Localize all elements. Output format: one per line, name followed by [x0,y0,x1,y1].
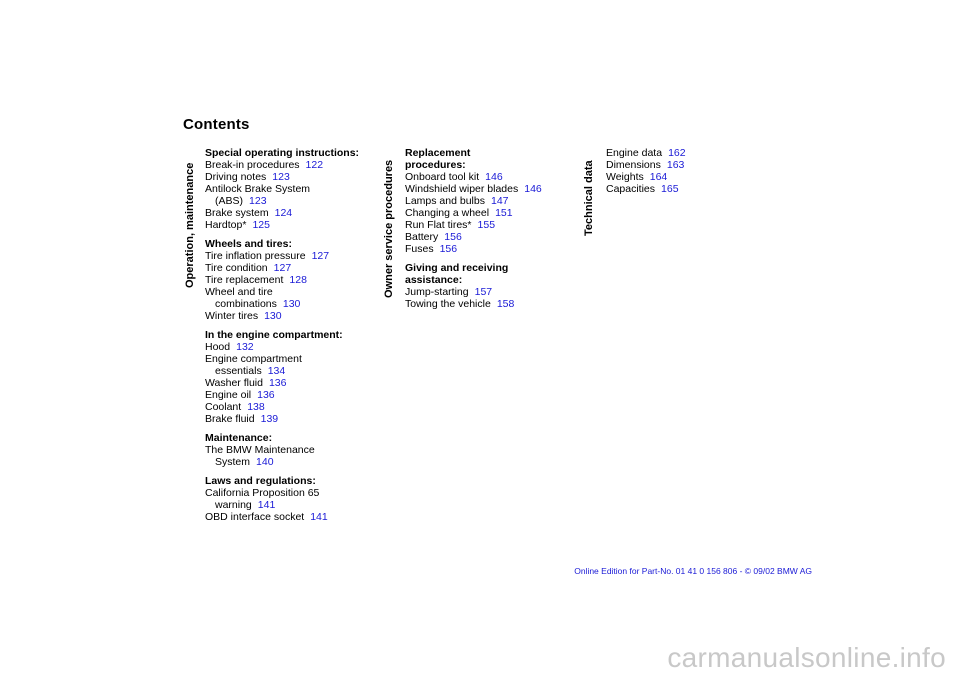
toc-entry[interactable] [205,250,380,262]
page-number-link[interactable]: 156 [439,243,458,255]
toc-entry-label: Wheel and tire [205,286,273,298]
page-number-link[interactable]: 138 [247,401,265,413]
contents-section [405,147,560,255]
side-label-operation-maintenance: Operation, maintenance [184,162,196,288]
section-heading: Maintenance: [205,432,273,444]
toc-entry-label: Winter tires [205,310,259,322]
toc-entry[interactable] [205,499,380,511]
page-number-link[interactable]: 125 [252,219,270,231]
toc-entry[interactable] [405,207,560,219]
toc-entry[interactable] [405,195,560,207]
page-number-link[interactable]: 146 [524,183,542,195]
toc-entry-label: Run Flat tires* [405,219,472,231]
toc-entry-label: The BMW Maintenance [205,444,315,456]
toc-entry-label: Lamps and bulbs [405,195,485,207]
section-heading: Giving and receiving assistance: [405,262,509,286]
toc-entry-label: Engine data [606,147,663,159]
toc-entry[interactable] [405,171,560,183]
page-number-link[interactable]: 156 [444,231,462,243]
page-number-link[interactable]: 132 [236,341,254,353]
toc-entry[interactable] [205,171,380,183]
toc-entry-label: Washer fluid [205,377,263,389]
toc-entry-label: warning [215,499,252,511]
toc-entry[interactable] [205,159,380,171]
toc-entry-label: Weights [606,171,644,183]
toc-entry[interactable] [205,274,380,286]
toc-entry-label: OBD interface socket [205,511,305,523]
contents-section [405,262,560,310]
toc-entry-label: Antilock Brake System [205,183,311,195]
toc-entry-label: Changing a wheel [405,207,490,219]
toc-entry-label: Jump-starting [405,286,469,298]
page-number-link[interactable]: 124 [274,207,293,219]
page-number-link[interactable]: 162 [668,147,686,159]
page-title: Contents [183,116,250,133]
toc-entry[interactable] [205,401,380,413]
toc-entry-label: Hood [205,341,231,353]
toc-entry[interactable] [405,231,560,243]
toc-entry-label: Break-in procedures [205,159,300,171]
section-heading: In the engine compartment: [205,329,343,341]
page-number-link[interactable]: 158 [496,298,515,310]
toc-entry[interactable] [606,171,781,183]
toc-entry-label: Battery [405,231,439,243]
page-number-link[interactable]: 122 [305,159,324,171]
page-number-link[interactable]: 165 [661,183,679,195]
toc-entry-label: Dimensions [606,159,661,171]
toc-entry-label: Engine oil [205,389,252,401]
contents-column-technical [606,147,781,202]
page-number-link[interactable]: 136 [268,377,287,389]
watermark: carmanualsonline.info [667,642,946,673]
toc-entry-label: California Proposition 65 [205,487,320,499]
contents-section [205,238,380,322]
toc-entry[interactable] [205,310,380,322]
contents-section [205,147,380,231]
toc-entry[interactable] [606,147,781,159]
toc-entry[interactable] [405,219,560,231]
toc-entry[interactable] [405,286,560,298]
page-number-link[interactable]: 155 [477,219,496,231]
toc-entry[interactable] [606,159,781,171]
toc-entry[interactable] [205,341,380,353]
toc-entry[interactable] [405,298,560,310]
toc-entry[interactable] [205,365,380,377]
contents-column-operation [205,147,380,530]
toc-entry [205,444,380,456]
contents-section [205,329,380,425]
contents-column-owner-service [405,147,560,317]
toc-entry[interactable] [606,183,781,195]
toc-entry-label: Engine compartment [205,353,302,365]
contents-section [205,475,380,523]
toc-entry-label: Hardtop* [205,219,247,231]
toc-entry-label: Towing the vehicle [405,298,491,310]
toc-entry [205,487,380,499]
page-number-link[interactable]: 128 [289,274,307,286]
page-number-link[interactable]: 141 [257,499,276,511]
page-number-link[interactable]: 140 [256,456,274,468]
toc-entry-label: Coolant [205,401,242,413]
page-number-link[interactable]: 163 [666,159,685,171]
toc-entry[interactable] [205,298,380,310]
side-label-owner-service: Owner service procedures [383,159,395,298]
page-number-link[interactable]: 147 [490,195,509,207]
contents-section [205,432,380,468]
toc-entry[interactable] [205,262,380,274]
page-number-link[interactable]: 139 [260,413,279,425]
toc-entry[interactable] [205,511,380,523]
toc-entry-label: Driving notes [205,171,267,183]
section-heading: Wheels and tires: [205,238,292,250]
page-number-link[interactable]: 157 [474,286,493,298]
section-heading: Laws and regulations: [205,475,316,487]
toc-entry [205,286,380,298]
toc-entry-label: (ABS) [215,195,244,207]
section-heading: Special operating instructions: [205,147,360,159]
toc-entry-label: Brake system [205,207,269,219]
toc-entry-label: Tire replacement [205,274,284,286]
page-number-link[interactable]: 151 [495,207,513,219]
page-number-link[interactable]: 130 [282,298,301,310]
toc-entry [205,183,380,195]
toc-entry-label: essentials [215,365,262,377]
toc-entry[interactable] [205,456,380,468]
toc-entry-label: Brake fluid [205,413,255,425]
toc-entry[interactable] [205,413,380,425]
toc-entry-label: System [215,456,251,468]
page-number-link[interactable]: 164 [649,171,668,183]
contents-section [606,147,781,195]
toc-entry-label: Onboard tool kit [405,171,480,183]
footer-edition-note: Online Edition for Part-No. 01 41 0 156 806 - © 09/02 BMW AG [574,566,812,576]
page-number-link[interactable]: 127 [273,262,292,274]
page-number-link[interactable]: 123 [249,195,267,207]
toc-entry[interactable] [205,219,380,231]
toc-entry-label: Tire inflation pressure [205,250,306,262]
toc-entry-label: Windshield wiper blades [405,183,519,195]
toc-entry[interactable] [205,207,380,219]
toc-entry[interactable] [205,195,380,207]
toc-entry[interactable] [205,377,380,389]
toc-entry-label: combinations [215,298,277,310]
side-label-technical-data: Technical data [583,160,595,236]
page-number-link[interactable]: 141 [310,511,328,523]
section-heading: Replacement procedures: [405,147,471,171]
toc-entry[interactable] [405,183,560,195]
page-number-link[interactable]: 146 [485,171,503,183]
toc-entry-label: Fuses [405,243,434,255]
toc-entry-label: Tire condition [205,262,268,274]
page-number-link[interactable]: 127 [311,250,330,262]
toc-entry[interactable] [205,389,380,401]
page-number-link[interactable]: 130 [264,310,282,322]
page-number-link[interactable]: 134 [267,365,286,377]
toc-entry-label: Capacities [606,183,656,195]
page-number-link[interactable]: 123 [272,171,290,183]
page-number-link[interactable]: 136 [257,389,275,401]
toc-entry [205,353,380,365]
toc-entry[interactable] [405,243,560,255]
